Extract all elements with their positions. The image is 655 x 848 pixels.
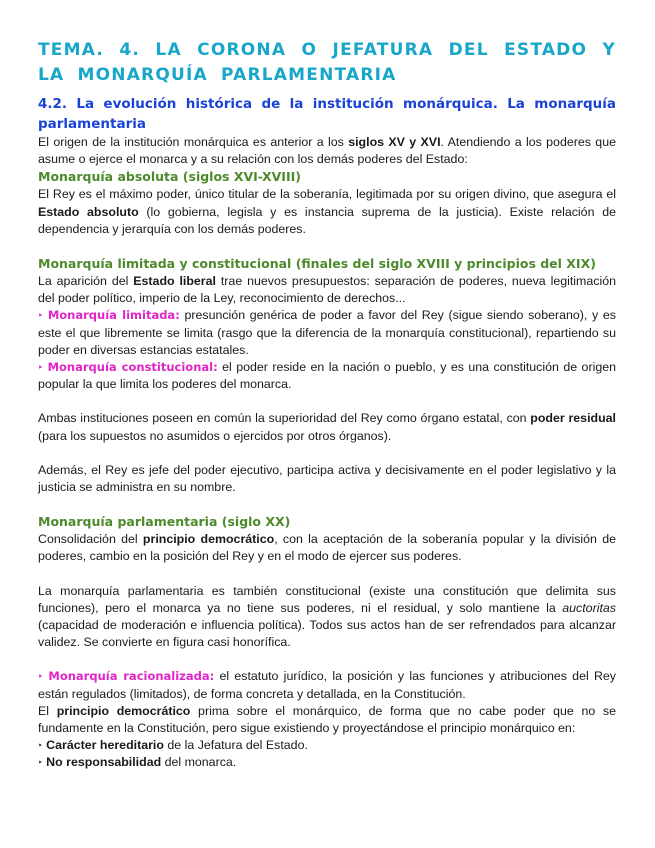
heading-absoluta: Monarquía absoluta (siglos XVI-XVIII) [38,169,301,185]
parlamentaria-paragraph-2 [38,583,616,652]
ademas-paragraph: Además, el Rey es jefe del poder ejecutivo, participa activa y decisivamente en el poder legislativo y la justicia se administra en su nombre. [38,462,616,495]
ambas-text-2: (para los supuestos no asumidos o ejercidos por otros órganos). [38,428,392,443]
absoluta-bold: Estado absoluto [38,204,139,219]
absoluta-paragraph [38,186,616,238]
parlamentaria-text: Consolidación del [38,532,143,547]
auctoritas-italic: auctoritas [562,600,616,615]
ambas-bold: poder residual [530,411,616,426]
monarquia-racionalizada-text: el estatuto jurídico, la posición y las funciones y atribuciones del Rey están regulados (limitados), de forma concreta y detallada, en la Constitución. [38,669,616,701]
limitada-text-2: trae nuevos presupuestos: separación de poderes, nueva legitimación del poder político, imperio de la Ley, reconocimiento de derechos... [38,274,616,306]
limitada-text: La aparición del [38,274,134,289]
heading-limitada: Monarquía limitada y constitucional (finales del siglo XVIII y principios del XIX) [38,256,596,272]
limitada-paragraph-1 [38,273,616,307]
monarquia-limitada-text: presunción genérica de poder a favor del Rey (sigue siendo soberano), y es este el que libremente se limita (rasgo que la diferencia de la monarquía constitucional), repartiendo su poder en diversas estancias estatales. [38,308,616,357]
responsabilidad-text: del monarca. [161,755,237,770]
list-item-responsabilidad [38,754,616,771]
monarquia-limitada-label: Monarquía limitada: [47,308,180,323]
hereditario-text: de la Jefatura del Estado. [163,738,308,753]
ambas-text: Ambas instituciones poseen en común la superioridad del Rey como órgano estatal, con [38,411,531,426]
responsabilidad-bold: No responsabilidad [46,755,162,770]
intro-text: El origen de la institución monárquica es anterior a los [38,135,349,149]
parlamentaria-paragraph-1 [38,531,616,565]
parlamentaria-p2-text-2: (capacidad de moderación e influencia política). Todos sus actos han de ser refrendados para alcanzar validez. Se convierte en figura casi honorífica. [38,618,616,650]
parlamentaria-p2-text: La monarquía parlamentaria es también constitucional (existe una constitución que delimita sus funciones), pero el monarca ya no tiene sus poderes, ni el residual, y solo mantiene la [38,583,616,615]
intro-bold: siglos XV y XVI [348,135,441,149]
heading-parlamentaria: Monarquía parlamentaria (siglo XX) [38,514,291,530]
monarquia-limitada-item [38,307,616,359]
hereditario-bold: Carácter hereditario [46,738,164,753]
principio-text-2: prima sobre el monárquico, de forma que no cabe poder que no se fundamente en la Constitución, pero sigue existiendo y proyectándose el principio monárquico en: [38,703,616,736]
intro-paragraph [38,134,616,168]
list-item-hereditario [38,737,616,754]
pink-bullet-icon: ‣ [38,363,44,373]
monarquia-racionalizada-item [38,668,616,702]
principio-text: El [38,703,57,718]
monarquia-constitucional-label: Monarquía constitucional: [47,360,218,375]
ambas-paragraph [38,410,616,444]
document-page [38,38,616,772]
section-subtitle: 4.2. La evolución histórica de la institución monárquica. La monarquía parlamentaria [38,96,616,132]
principio-democratico-paragraph [38,703,616,737]
monarquia-constitucional-text: el poder reside en la nación o pueblo, y es una constitución de origen popular la que limita los poderes del monarca. [38,360,617,392]
absoluta-text: El Rey es el máximo poder, único titular de la soberanía, legitimada por su origen divino, que asegura el [38,187,616,202]
document-title: TEMA. 4. LA CORONA O JEFATURA DEL ESTADO Y LA MONARQUÍA PARLAMENTARIA [38,40,616,85]
intro-text-2: . Atendiendo a los poderes que asume o ejerce el monarca y a su relación con los demás poderes del Estado: [38,135,616,167]
parlamentaria-bold: principio democrático [142,532,275,547]
bullet-icon: ‣ [38,741,43,751]
principio-bold: principio democrático [56,703,191,718]
parlamentaria-text-2: , con la aceptación de la soberanía popular y la división de poderes, cambio en la posición del Rey y en el modo de ejercer sus poderes. [38,532,616,564]
absoluta-text-2: (lo gobierna, legisla y es instancia suprema de la justicia). Existe relación de dependencia y jerarquía con los demás poderes. [38,204,616,236]
bullet-icon: ‣ [38,758,43,768]
pink-bullet-icon: ‣ [38,672,44,682]
monarquia-racionalizada-label: Monarquía racionalizada: [48,669,215,684]
pink-bullet-icon: ‣ [38,311,44,321]
monarquia-constitucional-item [38,359,616,393]
limitada-bold: Estado liberal [133,274,216,289]
